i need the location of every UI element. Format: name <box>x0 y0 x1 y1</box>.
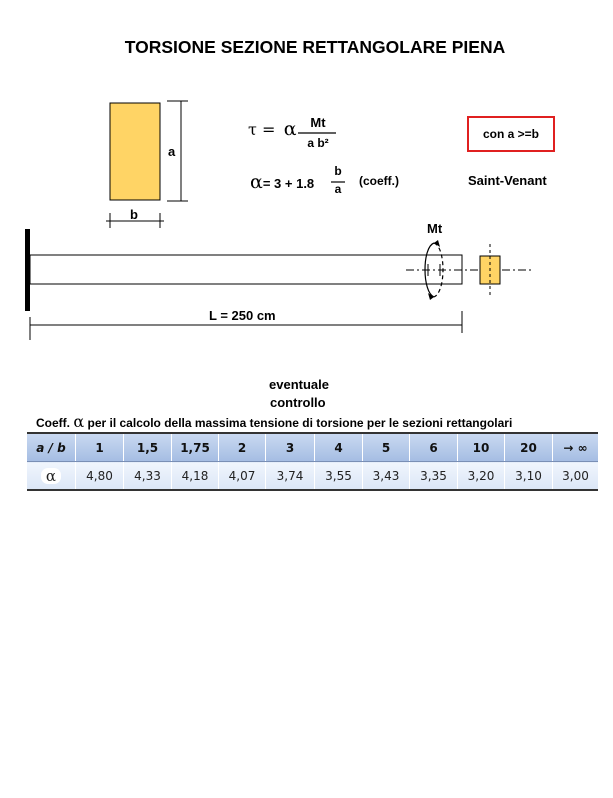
table-caption <box>36 412 512 431</box>
value-cell: 3,55 <box>315 462 363 491</box>
header-ratio-cell: 6 <box>410 433 458 462</box>
fraction-line-1 <box>298 132 336 134</box>
fixed-support <box>25 229 30 311</box>
value-cell: 3,35 <box>410 462 458 491</box>
formula-alpha-numerator: b <box>334 164 342 178</box>
row-label-alpha: α <box>41 468 61 484</box>
formula-alpha <box>250 171 314 193</box>
table-caption-suffix: per il calcolo della massima tensione di torsione per le sezioni rettangolari <box>87 416 513 430</box>
header-label-cell: a / b <box>27 433 76 462</box>
formula-tau-alpha: α <box>283 118 297 140</box>
table-header-row <box>27 433 598 462</box>
header-ratio-cell: 5 <box>363 433 410 462</box>
beam-body <box>30 255 462 284</box>
value-cell: 4,80 <box>76 462 124 491</box>
value-cell: 4,18 <box>172 462 219 491</box>
method-label: Saint-Venant <box>468 173 547 188</box>
table-values-row <box>27 462 598 491</box>
header-ratio-cell: → ∞ <box>553 433 599 462</box>
value-cell: 3,00 <box>553 462 599 491</box>
coefficient-table <box>27 432 598 491</box>
formula-tau-numerator: Mt <box>310 115 326 130</box>
header-ratio-cell: 2 <box>219 433 266 462</box>
value-cell: 3,20 <box>458 462 505 491</box>
length-label: L = 250 cm <box>209 308 276 323</box>
value-cell: 4,33 <box>124 462 172 491</box>
formula-tau-denominator: a b² <box>307 136 329 150</box>
header-ratio-cell: 10 <box>458 433 505 462</box>
formula-alpha-denominator: a <box>334 182 342 196</box>
label-a: a <box>168 144 176 159</box>
table-caption-alpha: α <box>73 412 85 431</box>
formula-tau <box>248 118 297 140</box>
page-title: TORSIONE SEZIONE RETTANGOLARE PIENA <box>124 37 506 57</box>
value-cell: 3,74 <box>266 462 315 491</box>
table-caption-prefix: Coeff. <box>36 416 70 430</box>
row-label-cell <box>27 462 76 491</box>
cross-section-rect <box>110 103 160 200</box>
value-cell: 3,43 <box>363 462 410 491</box>
header-ratio-cell: 3 <box>266 433 315 462</box>
header-ratio-cell: 1,5 <box>124 433 172 462</box>
moment-label: Mt <box>427 221 443 236</box>
formula-alpha-symbol: α <box>250 171 263 193</box>
value-cell: 4,07 <box>219 462 266 491</box>
condition-box: con a >=b <box>467 116 555 152</box>
header-ratio-cell: 1 <box>76 433 124 462</box>
check-text-line1: eventuale <box>269 377 329 392</box>
check-text-line2: controllo <box>270 395 326 410</box>
formula-alpha-note: (coeff.) <box>359 174 399 188</box>
header-ratio-cell: 4 <box>315 433 363 462</box>
formula-alpha-rhs: = 3 + 1.8 <box>262 176 315 191</box>
label-b: b <box>130 207 138 222</box>
header-ratio-cell: 1,75 <box>172 433 219 462</box>
formula-tau-lhs: τ = <box>248 120 276 139</box>
header-ratio-cell: 20 <box>505 433 553 462</box>
value-cell: 3,10 <box>505 462 553 491</box>
